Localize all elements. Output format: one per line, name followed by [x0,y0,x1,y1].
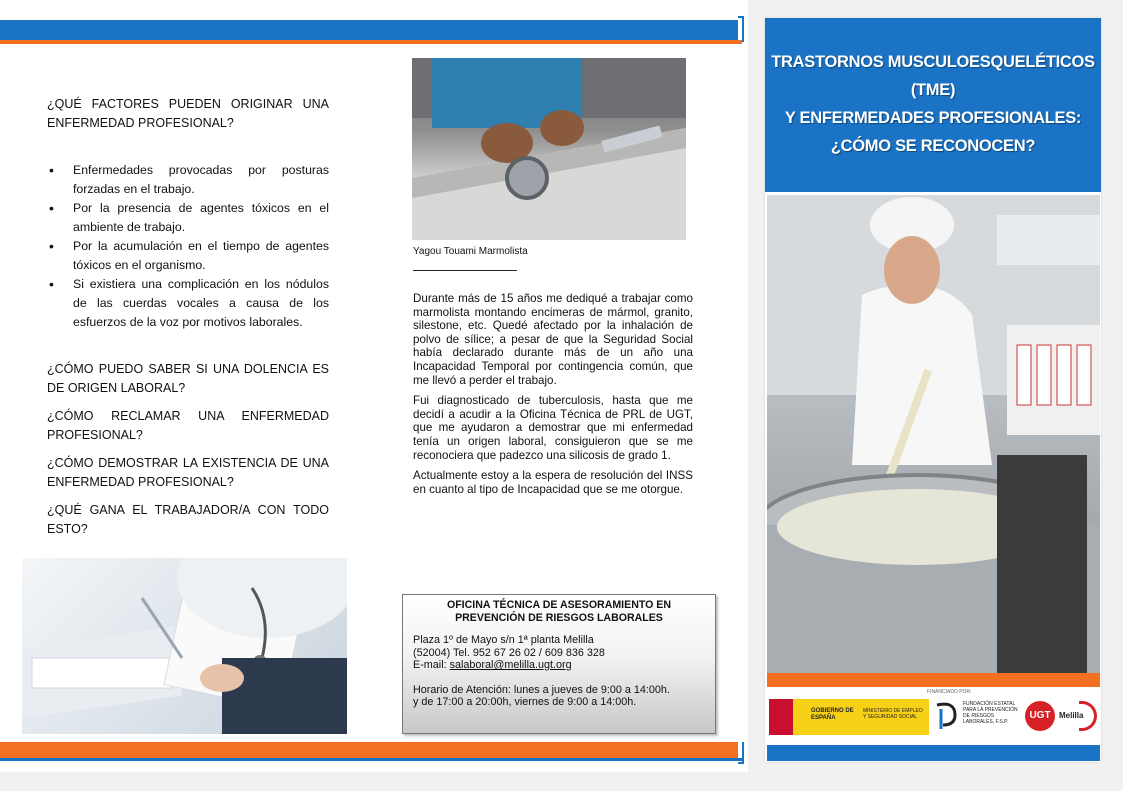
cover-title: TRASTORNOS MUSCULOESQUELÉTICOS (TME) Y ENFERMEDADES PROFESIONALES: ¿CÓMO SE RECONOCEN? [765,18,1101,192]
foundation-logo: FUNDACIÓN ESTATAL PARA LA PREVENCIÓN DE RIESGOS LABORALES, F.S.P. [933,699,1033,735]
cook-photo [767,195,1100,673]
cover-orange-strip [767,673,1100,687]
melilla-arc-icon [1079,701,1097,731]
list-item: • Por la acumulación en el tiempo de agentes tóxicos en el organismo. [47,237,329,275]
office-address: Plaza 1º de Mayo s/n 1ª planta Melilla [413,634,594,646]
sponsor-logos [767,687,1100,743]
government-logo: GOBIERNO DE ESPAÑA MINISTERIO DE EMPLEO Y SEGURIDAD SOCIAL [769,699,929,735]
photo-caption: Yagou Touami Marmolista [413,246,528,257]
testimony-paragraph: Durante más de 15 años me dediqué a trabajar como marmolista montando encimeras de mármol, granito, silestone, etc. Quedé afectado por la inhalación de polvo de sílice; a pesar de que la Seguridad Social había declarado durante más de un año una Incapacidad Temporal por contingencia común, que me llevó a perder el trabajo. [413,292,693,387]
top-orange-bar [0,40,742,44]
question-factors: ¿QUÉ FACTORES PUEDEN ORIGINAR UNA ENFERMEDAD PROFESIONAL? [47,97,329,130]
list-item: • Si existiera una complicación en los nódulos de las cuerdas vocales a causa de los esfuerzos de la voz por motivos laborales. [47,275,329,332]
office-email-line: E-mail: salaboral@melilla.ugt.org [413,659,572,671]
office-phone: (52004) Tel. 952 67 26 02 / 609 836 328 [413,646,605,659]
question-prove: ¿CÓMO DEMOSTRAR LA EXISTENCIA DE UNA ENFERMEDAD PROFESIONAL? [47,456,329,489]
list-item: • Enfermedades provocadas por posturas forzadas en el trabajo. [47,161,329,199]
left-column [47,95,329,548]
top-frame-corner [738,16,744,42]
ugt-logo: UGT [1025,701,1055,731]
testimony-text [413,292,693,503]
funded-by-label: FINANCIADO POR: [927,689,972,695]
question-origin: ¿CÓMO PUEDO SABER SI UNA DOLENCIA ES DE ORIGEN LABORAL? [47,362,329,395]
list-item: • Por la presencia de agentes tóxicos en el ambiente de trabajo. [47,199,329,237]
testimony-paragraph: Fui diagnosticado de tuberculosis, hasta que me decidí a acudir a la Oficina Técnica de PRL de UGT, que me ayudaron a demostrar que mi enfermedad tenía un origen laboral, consiguieron que se me reconociera que padezco una silicosis de grado 1. [413,394,693,462]
testimony-paragraph: Actualmente estoy a la espera de resolución del INSS en cuanto al tipo de Incapacidad que se me otorgue. [413,469,693,496]
cover-blue-strip [767,745,1100,761]
office-title: OFICINA TÉCNICA DE ASESORAMIENTO EN PREVENCIÓN DE RIESGOS LABORALES [446,599,672,624]
office-hours: y de 17:00 a 20:00h, viernes de 9:00 a 14:00h. [413,696,637,708]
email-link[interactable]: salaboral@melilla.ugt.org [449,659,572,671]
melilla-label: Melilla [1059,711,1084,720]
question-claim: ¿CÓMO RECLAMAR UNA ENFERMEDAD PROFESIONAL? [47,409,329,442]
office-hours: Horario de Atención: lunes a jueves de 9:00 a 14:00h. [413,683,670,696]
caption-divider [413,270,517,271]
doctor-photo [22,558,347,734]
bottom-orange-bar [0,742,738,758]
bottom-frame-corner [738,742,744,764]
question-benefit: ¿QUÉ GANA EL TRABAJADOR/A CON TODO ESTO? [47,503,329,536]
bottom-blue-bar [0,758,742,761]
marble-worker-photo [412,58,686,240]
top-blue-bar [0,20,738,40]
foundation-mark-icon [933,701,959,731]
factor-list [47,161,329,332]
office-info-box [402,594,716,734]
